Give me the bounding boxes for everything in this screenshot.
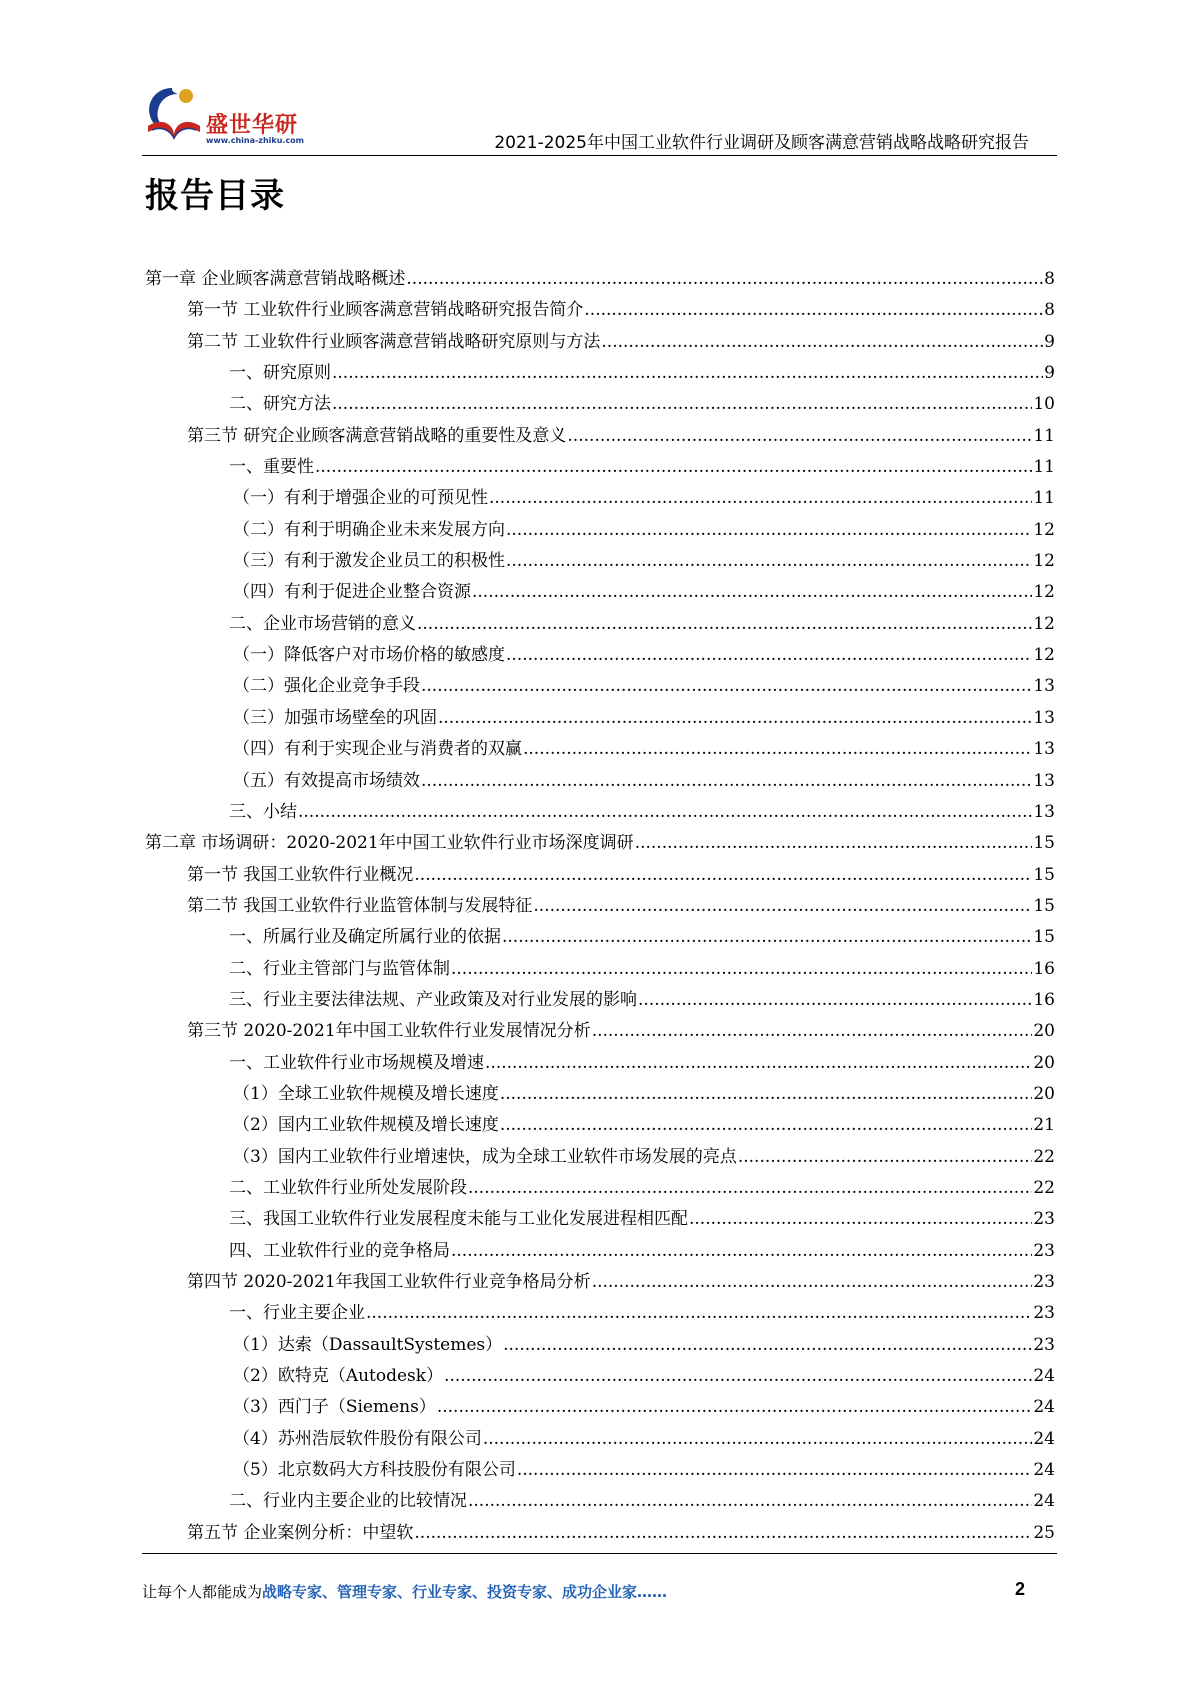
toc-entry-title: （五）有效提高市场绩效 [233,770,420,791]
toc-entry[interactable] [145,1455,1055,1486]
toc-entry-title: 三、行业主要法律法规、产业政策及对行业发展的影响 [229,989,637,1010]
toc-entry-page: 11 [1033,488,1055,509]
toc-entry-page: 25 [1033,1522,1055,1543]
toc-entry-page: 12 [1033,551,1055,572]
toc-entry-title: 二、行业内主要企业的比较情况 [229,1491,467,1512]
toc-leader-dots [689,1204,1032,1235]
toc-entry[interactable] [145,766,1055,797]
toc-leader-dots [503,1330,1032,1361]
toc-entry[interactable] [145,1392,1055,1423]
toc-entry-page: 12 [1033,519,1055,540]
toc-entry-title: （四）有利于促进企业整合资源 [233,582,471,603]
toc-entry-page: 15 [1033,927,1055,948]
toc-entry-title: 三、我国工业软件行业发展程度未能与工业化发展进程相匹配 [229,1209,688,1230]
toc-leader-dots [451,1236,1032,1267]
toc-entry-title: （三）加强市场壁垒的巩固 [233,707,437,728]
toc-entry[interactable] [145,421,1055,452]
toc-entry-page: 24 [1033,1428,1055,1449]
toc-leader-dots [584,295,1043,326]
toc-entry-title: （1）达索（DassaultSystemes） [233,1334,503,1355]
toc-entry[interactable] [145,1142,1055,1173]
toc-leader-dots [592,1267,1033,1298]
toc-entry-title: 二、工业软件行业所处发展阶段 [229,1177,467,1198]
toc-leader-dots [483,1424,1033,1455]
toc-entry-page: 13 [1033,739,1055,760]
toc-entry-page: 20 [1033,1083,1055,1104]
toc-leader-dots [437,1392,1033,1423]
toc-entry[interactable] [145,1267,1055,1298]
toc-leader-dots [506,515,1032,546]
toc-entry[interactable] [145,327,1055,358]
toc-entry-page: 21 [1033,1115,1055,1136]
toc-entry[interactable] [145,703,1055,734]
toc-leader-dots [517,1455,1033,1486]
toc-entry-title: 一、所属行业及确定所属行业的依据 [229,927,501,948]
toc-entry-title: 一、工业软件行业市场规模及增速 [229,1052,484,1073]
toc-entry[interactable] [145,860,1055,891]
toc-entry[interactable] [145,264,1055,295]
page-header [142,80,1057,160]
company-logo [142,82,312,146]
toc-entry-title: （3）国内工业软件行业增速快，成为全球工业软件市场发展的亮点 [233,1146,737,1167]
logo-url: www.china-zhiku.com [206,136,305,145]
toc-entry-title: 第五节 企业案例分析：中望软 [187,1522,414,1543]
toc-entry[interactable] [145,922,1055,953]
toc-entry-title: 四、工业软件行业的竞争格局 [229,1240,450,1261]
page-footer [142,1553,1057,1613]
toc-entry[interactable] [145,828,1055,859]
toc-entry-page: 20 [1033,1052,1055,1073]
toc-leader-dots [592,1016,1033,1047]
toc-entry-title: 第二节 我国工业软件行业监管体制与发展特征 [187,895,533,916]
toc-entry[interactable] [145,1173,1055,1204]
toc-entry[interactable] [145,1110,1055,1141]
toc-entry-page: 22 [1033,1146,1055,1167]
toc-entry-title: 第四节 2020-2021年我国工业软件行业竞争格局分析 [187,1272,591,1292]
toc-entry-page: 16 [1033,958,1055,979]
toc-entry[interactable] [145,1048,1055,1079]
toc-leader-dots [738,1142,1033,1173]
toc-entry-title: 二、研究方法 [229,394,331,415]
toc-entry-page: 23 [1033,1240,1055,1261]
toc-entry[interactable] [145,985,1055,1016]
toc-entry-page: 11 [1033,425,1055,446]
toc-entry[interactable] [145,515,1055,546]
footer-slogan [142,1581,667,1602]
toc-entry-page: 12 [1033,613,1055,634]
toc-entry-page: 8 [1044,300,1055,321]
toc-entry-title: （二）有利于明确企业未来发展方向 [233,519,505,540]
toc-entry[interactable] [145,1518,1055,1549]
toc-entry-page: 20 [1033,1021,1055,1042]
toc-entry-page: 15 [1033,833,1055,854]
toc-entry[interactable] [145,483,1055,514]
table-of-contents [145,264,1055,1549]
toc-entry-page: 13 [1033,770,1055,791]
toc-leader-dots [298,797,1032,828]
report-title: 2021-2025年中国工业软件行业调研及顾客满意营销战略战略研究报告 [494,133,1029,153]
toc-leader-dots [414,1518,1032,1549]
toc-leader-dots [438,703,1032,734]
toc-entry-page: 11 [1033,457,1055,478]
toc-leader-dots [567,421,1032,452]
toc-leader-dots [472,577,1032,608]
toc-entry-title: （一）降低客户对市场价格的敏感度 [233,645,505,666]
toc-leader-dots [506,546,1032,577]
toc-entry-title: 第二章 市场调研：2020-2021年中国工业软件行业市场深度调研 [145,833,634,854]
toc-entry-title: 一、行业主要企业 [229,1303,365,1324]
toc-entry-page: 8 [1044,269,1055,289]
toc-entry-page: 23 [1033,1272,1055,1292]
toc-entry[interactable] [145,1424,1055,1455]
page-number: 2 [1014,1579,1025,1599]
toc-entry-page: 13 [1033,676,1055,697]
toc-entry-title: （2）国内工业软件规模及增长速度 [233,1115,499,1136]
toc-entry-page: 24 [1033,1397,1055,1418]
toc-entry-title: （四）有利于实现企业与消费者的双赢 [233,739,522,760]
toc-entry-page: 23 [1033,1209,1055,1230]
logo-name: 盛世华研 [206,113,299,138]
toc-leader-dots [315,452,1032,483]
toc-entry[interactable] [145,1486,1055,1517]
toc-entry[interactable] [145,577,1055,608]
toc-leader-dots [444,1361,1032,1392]
toc-entry-title: 第一节 我国工业软件行业概况 [187,864,414,885]
footer-divider [142,1553,1057,1554]
toc-entry-title: （二）强化企业竞争手段 [233,676,420,697]
toc-leader-dots [500,1110,1033,1141]
toc-leader-dots [421,671,1032,702]
toc-entry[interactable] [145,954,1055,985]
slogan-highlight: 战略专家、管理专家、行业专家、投资专家、成功企业家…… [262,1583,668,1601]
toc-entry-page: 23 [1033,1303,1055,1324]
toc-entry-page: 23 [1033,1334,1055,1355]
page-title: 报告目录 [145,176,285,216]
toc-leader-dots [332,358,1043,389]
toc-leader-dots [523,734,1032,765]
slogan-prefix: 让每个人都能成为 [142,1583,263,1601]
toc-entry-title: 二、行业主管部门与监管体制 [229,958,450,979]
toc-leader-dots [414,860,1032,891]
toc-leader-dots [489,483,1032,514]
toc-entry[interactable] [145,1079,1055,1110]
toc-entry-page: 13 [1033,801,1055,822]
toc-leader-dots [451,954,1032,985]
toc-entry-title: 第三节 研究企业顾客满意营销战略的重要性及意义 [187,425,567,446]
toc-leader-dots [468,1173,1032,1204]
toc-leader-dots [638,985,1032,1016]
toc-leader-dots [366,1298,1032,1329]
toc-leader-dots [500,1079,1033,1110]
toc-leader-dots [421,766,1032,797]
toc-leader-dots [533,891,1032,922]
logo-emblem-icon [142,82,204,144]
toc-entry-title: 第一章 企业顾客满意营销战略概述 [145,269,406,289]
header-divider [142,155,1057,156]
toc-entry[interactable] [145,358,1055,389]
toc-entry[interactable] [145,1236,1055,1267]
toc-leader-dots [506,640,1032,671]
toc-leader-dots [502,922,1032,953]
toc-leader-dots [406,264,1043,295]
toc-entry[interactable] [145,389,1055,420]
toc-entry[interactable] [145,891,1055,922]
toc-entry-title: （三）有利于激发企业员工的积极性 [233,551,505,572]
toc-entry-title: 一、研究原则 [229,363,331,384]
toc-leader-dots [485,1048,1032,1079]
toc-entry-page: 9 [1044,363,1055,384]
toc-leader-dots [635,828,1033,859]
toc-entry-page: 16 [1033,989,1055,1010]
toc-entry[interactable] [145,1204,1055,1235]
toc-entry-page: 15 [1033,864,1055,885]
toc-entry[interactable] [145,1016,1055,1047]
toc-entry-page: 24 [1033,1366,1055,1387]
toc-entry[interactable] [145,671,1055,702]
toc-leader-dots [332,389,1032,420]
toc-entry-title: （2）欧特克（Autodesk） [233,1366,444,1387]
toc-entry[interactable] [145,546,1055,577]
toc-entry-title: 二、企业市场营销的意义 [229,613,416,634]
toc-leader-dots [417,609,1032,640]
toc-entry[interactable] [145,452,1055,483]
toc-entry-page: 10 [1033,394,1055,415]
toc-entry[interactable] [145,1298,1055,1329]
toc-entry[interactable] [145,640,1055,671]
toc-entry[interactable] [145,1361,1055,1392]
toc-entry-title: （1）全球工业软件规模及增长速度 [233,1083,499,1104]
toc-entry-page: 12 [1033,645,1055,666]
toc-entry[interactable] [145,295,1055,326]
toc-entry-title: 一、重要性 [229,457,314,478]
toc-leader-dots [601,327,1043,358]
toc-leader-dots [468,1486,1032,1517]
toc-entry[interactable] [145,797,1055,828]
toc-entry-title: （4）苏州浩辰软件股份有限公司 [233,1428,482,1449]
toc-entry-page: 24 [1033,1491,1055,1512]
toc-entry-title: 第一节 工业软件行业顾客满意营销战略研究报告简介 [187,300,584,321]
toc-entry-page: 12 [1033,582,1055,603]
toc-entry-title: （5）北京数码大方科技股份有限公司 [233,1460,516,1481]
toc-entry-title: 第三节 2020-2021年中国工业软件行业发展情况分析 [187,1021,591,1042]
toc-entry[interactable] [145,1330,1055,1361]
toc-entry-title: 第二节 工业软件行业顾客满意营销战略研究原则与方法 [187,331,601,352]
toc-entry-page: 13 [1033,707,1055,728]
toc-entry-page: 9 [1044,331,1055,352]
toc-entry-page: 24 [1033,1460,1055,1481]
toc-entry-title: 三、小结 [229,801,297,822]
toc-entry-page: 15 [1033,895,1055,916]
toc-entry-title: （一）有利于增强企业的可预见性 [233,488,488,509]
toc-entry-page: 22 [1033,1177,1055,1198]
toc-entry[interactable] [145,734,1055,765]
toc-entry[interactable] [145,609,1055,640]
toc-entry-title: （3）西门子（Siemens） [233,1397,436,1418]
